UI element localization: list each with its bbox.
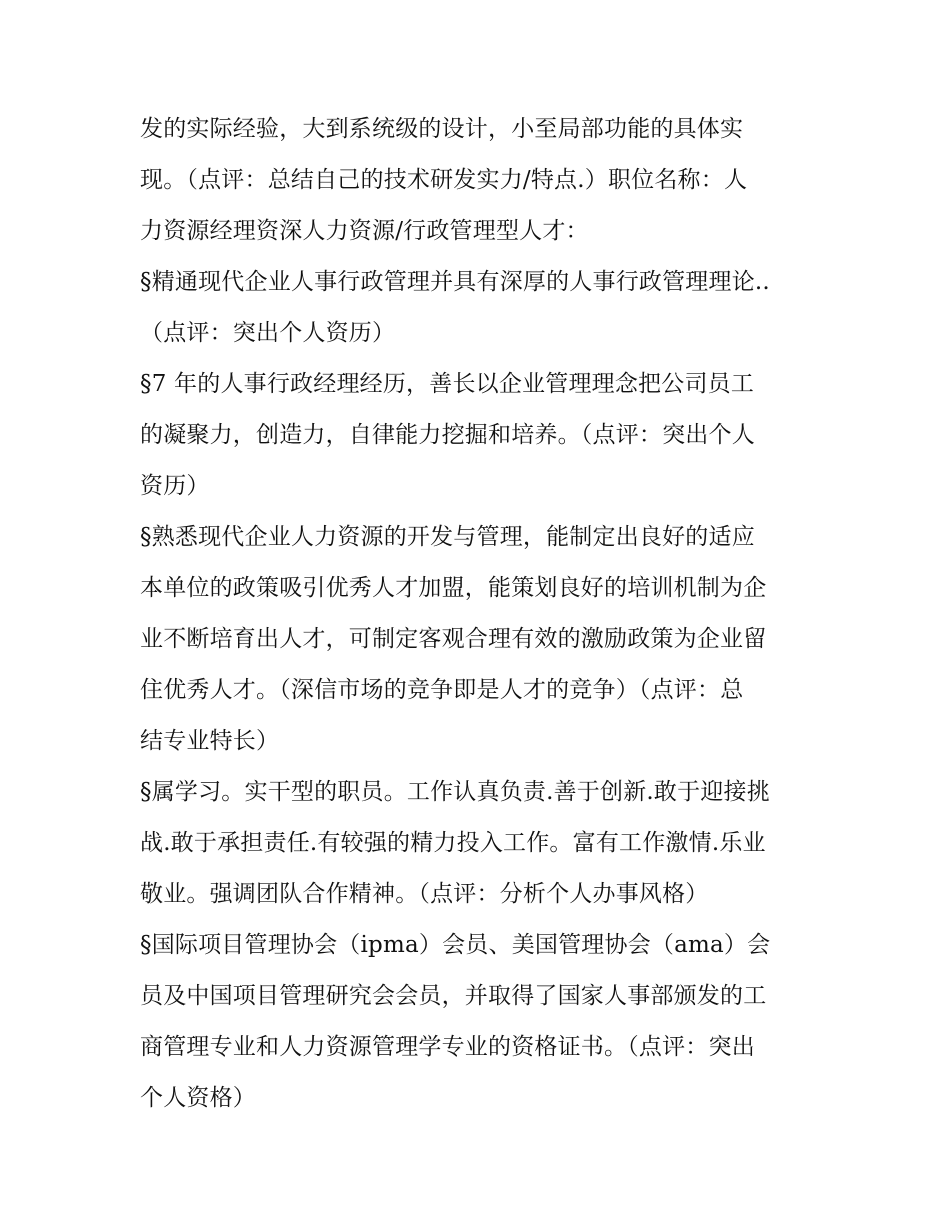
text-line: 本单位的政策吸引优秀人才加盟，能策划良好的培训机制为企 (140, 575, 767, 601)
text-line: 结专业特长） (140, 728, 280, 754)
text-line: §7 年的人事行政经理经历，善长以企业管理理念把公司员工 (140, 371, 755, 397)
text-line: §属学习。实干型的职员。工作认真负责.善于创新.敢于迎接挑 (140, 779, 770, 805)
text-line: 的凝聚力，创造力，自律能力挖掘和培养。（点评：突出个人 (140, 422, 755, 448)
text-line: §熟悉现代企业人力资源的开发与管理，能制定出良好的适应 (140, 524, 755, 550)
text-line: 敬业。强调团队合作精神。（点评：分析个人办事风格） (140, 881, 709, 907)
text-line: 力资源经理资深人力资源/行政管理型人才： (140, 218, 589, 244)
text-line: 战.敢于承担责任.有较强的精力投入工作。富有工作激情.乐业 (140, 830, 766, 856)
text-line: 现。（点评：总结自己的技术研发实力/特点.）职位名称：人 (140, 167, 748, 193)
text-line: §精通现代企业人事行政管理并具有深厚的人事行政管理理论.. (140, 269, 770, 295)
text-line: 商管理专业和人力资源管理学专业的资格证书。（点评：突出 (140, 1034, 755, 1060)
text-line: 个人资格） (140, 1085, 256, 1111)
text-line: 住优秀人才。（深信市场的竞争即是人才的竞争）（点评：总 (140, 677, 744, 703)
document-body-text (140, 104, 820, 1124)
text-line: §国际项目管理协会（ipma）会员、美国管理协会（ama）会 (140, 932, 771, 958)
text-line: 发的实际经验，大到系统级的设计，小至局部功能的具体实 (140, 116, 744, 142)
text-line: （点评：突出个人资历） (140, 320, 396, 346)
text-line: 业不断培育出人才，可制定客观合理有效的激励政策为企业留 (140, 626, 767, 652)
text-line: 员及中国项目管理研究会会员，并取得了国家人事部颁发的工 (140, 983, 767, 1009)
text-line: 资历） (140, 473, 210, 499)
